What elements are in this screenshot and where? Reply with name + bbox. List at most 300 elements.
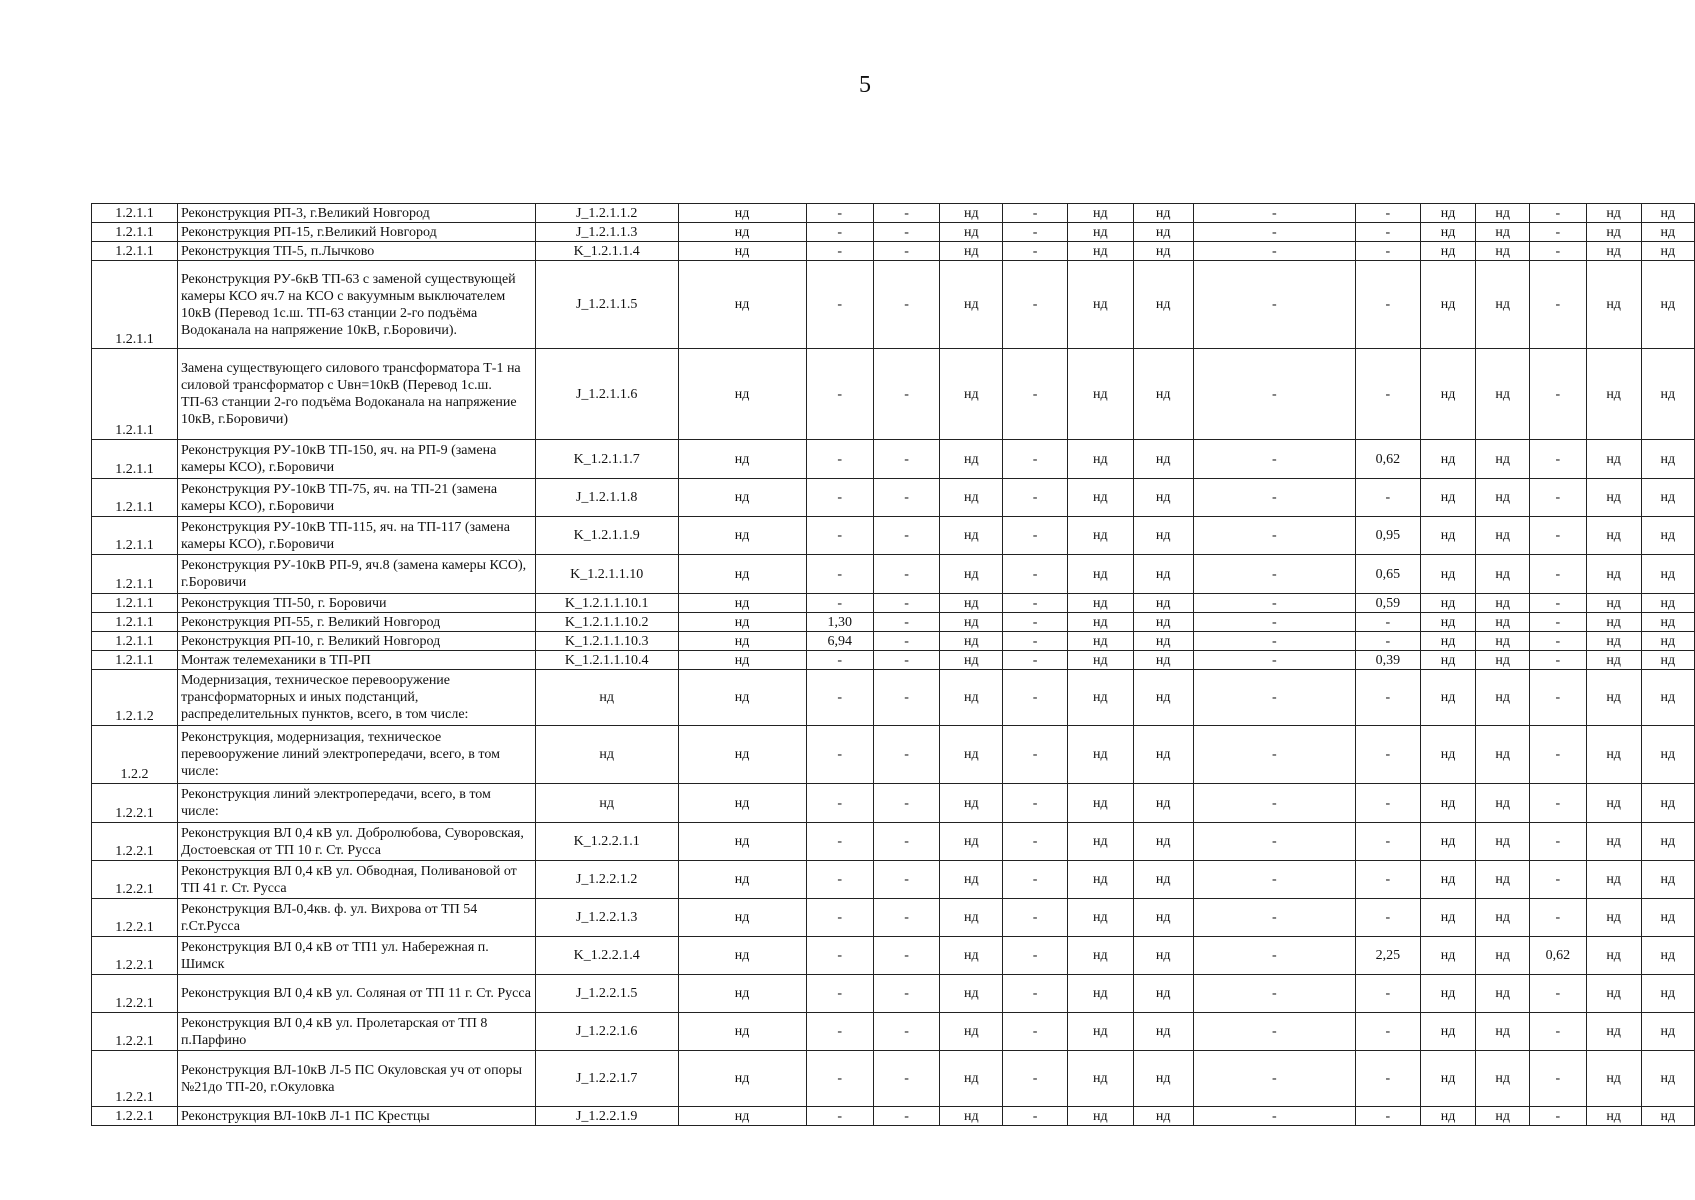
item-name-cell: Реконструкция РУ-10кВ РП-9, яч.8 (замена камеры КСО), г.Боровичи — [177, 555, 535, 594]
value-cell-c16: нд — [1641, 349, 1694, 440]
value-cell-c16: нд — [1641, 517, 1694, 555]
item-code-cell: нд — [535, 726, 678, 784]
item-name-cell: Реконструкция ВЛ 0,4 кВ от ТП1 ул. Набережная п. Шимск — [177, 937, 535, 975]
value-cell-c11: - — [1355, 899, 1420, 937]
value-cell-c14: 0,62 — [1530, 937, 1586, 975]
value-cell-c16: нд — [1641, 440, 1694, 479]
value-cell-c5: - — [873, 479, 940, 517]
value-cell-c12: нд — [1420, 975, 1475, 1013]
item-number-cell: 1.2.1.1 — [92, 613, 178, 632]
value-cell-c15: нд — [1586, 823, 1641, 861]
value-cell-c5: - — [873, 651, 940, 670]
table-row — [92, 632, 1695, 651]
value-cell-c13: нд — [1476, 242, 1530, 261]
value-cell-c9: нд — [1133, 517, 1193, 555]
item-name-cell: Реконструкция ВЛ 0,4 кВ ул. Обводная, Поливановой от ТП 41 г. Ст. Русса — [177, 861, 535, 899]
value-cell-c12: нд — [1420, 823, 1475, 861]
value-cell-c6: нд — [940, 1107, 1003, 1126]
value-cell-c16: нд — [1641, 899, 1694, 937]
value-cell-c14: - — [1530, 440, 1586, 479]
value-cell-c11: - — [1355, 670, 1420, 726]
value-cell-c10: - — [1193, 479, 1355, 517]
value-cell-c12: нд — [1420, 555, 1475, 594]
value-cell-c10: - — [1193, 223, 1355, 242]
table-body — [92, 204, 1695, 1126]
value-cell-c9: нд — [1133, 861, 1193, 899]
value-cell-c5: - — [873, 594, 940, 613]
value-cell-c8: нд — [1067, 613, 1133, 632]
value-cell-c16: нд — [1641, 1107, 1694, 1126]
table-row — [92, 651, 1695, 670]
item-code-cell: J_1.2.2.1.9 — [535, 1107, 678, 1126]
value-cell-c6: нд — [940, 784, 1003, 823]
value-cell-c11: 0,65 — [1355, 555, 1420, 594]
value-cell-c8: нд — [1067, 517, 1133, 555]
item-code-cell: K_1.2.1.1.4 — [535, 242, 678, 261]
value-cell-c12: нд — [1420, 861, 1475, 899]
item-name-cell: Модернизация, техническое перевооружение трансформаторных и иных подстанций, распределительных пунктов, всего, в том числе: — [177, 670, 535, 726]
value-cell-c13: нд — [1476, 670, 1530, 726]
value-cell-c7: - — [1003, 899, 1068, 937]
item-code-cell: J_1.2.2.1.7 — [535, 1051, 678, 1107]
item-name-cell: Реконструкция линий электропередачи, всего, в том числе: — [177, 784, 535, 823]
investment-table-wrapper — [91, 203, 1695, 1126]
value-cell-c9: нд — [1133, 975, 1193, 1013]
table-row — [92, 726, 1695, 784]
value-cell-c7: - — [1003, 1013, 1068, 1051]
value-cell-c14: - — [1530, 1051, 1586, 1107]
value-cell-c13: нд — [1476, 1013, 1530, 1051]
value-cell-c10: - — [1193, 937, 1355, 975]
value-cell-c3: нд — [678, 651, 806, 670]
value-cell-c9: нд — [1133, 479, 1193, 517]
value-cell-c7: - — [1003, 784, 1068, 823]
value-cell-c15: нд — [1586, 899, 1641, 937]
value-cell-c12: нд — [1420, 726, 1475, 784]
value-cell-c16: нд — [1641, 594, 1694, 613]
value-cell-c8: нд — [1067, 204, 1133, 223]
item-name-cell: Реконструкция ТП-5, п.Лычково — [177, 242, 535, 261]
value-cell-c9: нд — [1133, 899, 1193, 937]
value-cell-c15: нд — [1586, 242, 1641, 261]
value-cell-c9: нд — [1133, 204, 1193, 223]
item-number-cell: 1.2.2.1 — [92, 899, 178, 937]
value-cell-c15: нд — [1586, 670, 1641, 726]
value-cell-c10: - — [1193, 632, 1355, 651]
value-cell-c15: нд — [1586, 975, 1641, 1013]
value-cell-c7: - — [1003, 651, 1068, 670]
item-number-cell: 1.2.1.1 — [92, 632, 178, 651]
value-cell-c11: - — [1355, 1051, 1420, 1107]
item-code-cell: K_1.2.1.1.10 — [535, 555, 678, 594]
value-cell-c7: - — [1003, 204, 1068, 223]
value-cell-c11: - — [1355, 632, 1420, 651]
value-cell-c9: нд — [1133, 223, 1193, 242]
value-cell-c5: - — [873, 223, 940, 242]
value-cell-c4: - — [806, 726, 873, 784]
value-cell-c14: - — [1530, 349, 1586, 440]
item-number-cell: 1.2.1.1 — [92, 479, 178, 517]
value-cell-c12: нд — [1420, 1013, 1475, 1051]
value-cell-c9: нд — [1133, 613, 1193, 632]
value-cell-c12: нд — [1420, 242, 1475, 261]
item-number-cell: 1.2.1.1 — [92, 242, 178, 261]
value-cell-c13: нд — [1476, 440, 1530, 479]
item-name-cell: Реконструкция РУ-10кВ ТП-75, яч. на ТП-21 (замена камеры КСО), г.Боровичи — [177, 479, 535, 517]
value-cell-c5: - — [873, 784, 940, 823]
value-cell-c15: нд — [1586, 349, 1641, 440]
value-cell-c4: - — [806, 899, 873, 937]
value-cell-c5: - — [873, 1051, 940, 1107]
value-cell-c8: нд — [1067, 1013, 1133, 1051]
value-cell-c8: нд — [1067, 899, 1133, 937]
value-cell-c16: нд — [1641, 261, 1694, 349]
table-row — [92, 613, 1695, 632]
value-cell-c3: нд — [678, 555, 806, 594]
item-number-cell: 1.2.2.1 — [92, 1051, 178, 1107]
value-cell-c11: - — [1355, 1013, 1420, 1051]
value-cell-c13: нд — [1476, 349, 1530, 440]
value-cell-c4: 6,94 — [806, 632, 873, 651]
value-cell-c12: нд — [1420, 349, 1475, 440]
item-number-cell: 1.2.1.1 — [92, 223, 178, 242]
value-cell-c4: - — [806, 1013, 873, 1051]
value-cell-c11: 0,62 — [1355, 440, 1420, 479]
value-cell-c14: - — [1530, 670, 1586, 726]
value-cell-c10: - — [1193, 1013, 1355, 1051]
value-cell-c5: - — [873, 975, 940, 1013]
value-cell-c6: нд — [940, 242, 1003, 261]
item-number-cell: 1.2.1.2 — [92, 670, 178, 726]
value-cell-c14: - — [1530, 726, 1586, 784]
item-name-cell: Реконструкция ВЛ-10кВ Л-1 ПС Крестцы — [177, 1107, 535, 1126]
value-cell-c14: - — [1530, 261, 1586, 349]
item-name-cell: Реконструкция РУ-6кВ ТП-63 с заменой существующей камеры КСО яч.7 на КСО с вакуумным выключателем 10кВ (Перевод 1с.ш. ТП-63 станции 2-го подъёма Водоканала на напряжение 10кВ, г.Боровичи). — [177, 261, 535, 349]
value-cell-c10: - — [1193, 861, 1355, 899]
value-cell-c4: - — [806, 975, 873, 1013]
item-number-cell: 1.2.2.1 — [92, 937, 178, 975]
value-cell-c10: - — [1193, 594, 1355, 613]
item-code-cell: J_1.2.1.1.3 — [535, 223, 678, 242]
value-cell-c14: - — [1530, 651, 1586, 670]
value-cell-c16: нд — [1641, 670, 1694, 726]
item-number-cell: 1.2.2.1 — [92, 975, 178, 1013]
value-cell-c9: нд — [1133, 242, 1193, 261]
value-cell-c16: нд — [1641, 479, 1694, 517]
value-cell-c10: - — [1193, 349, 1355, 440]
value-cell-c5: - — [873, 632, 940, 651]
value-cell-c8: нд — [1067, 726, 1133, 784]
value-cell-c14: - — [1530, 899, 1586, 937]
value-cell-c9: нд — [1133, 726, 1193, 784]
table-row — [92, 223, 1695, 242]
value-cell-c7: - — [1003, 1107, 1068, 1126]
value-cell-c8: нд — [1067, 242, 1133, 261]
value-cell-c4: - — [806, 349, 873, 440]
item-number-cell: 1.2.1.1 — [92, 261, 178, 349]
item-name-cell: Реконструкция ВЛ 0,4 кВ ул. Добролюбова, Суворовская, Достоевская от ТП 10 г. Ст. Русса — [177, 823, 535, 861]
item-code-cell: J_1.2.2.1.2 — [535, 861, 678, 899]
value-cell-c14: - — [1530, 1107, 1586, 1126]
value-cell-c4: - — [806, 223, 873, 242]
item-code-cell: нд — [535, 784, 678, 823]
table-row — [92, 479, 1695, 517]
value-cell-c7: - — [1003, 632, 1068, 651]
value-cell-c10: - — [1193, 242, 1355, 261]
value-cell-c13: нд — [1476, 1107, 1530, 1126]
table-row — [92, 861, 1695, 899]
item-name-cell: Реконструкция РП-10, г. Великий Новгород — [177, 632, 535, 651]
value-cell-c5: - — [873, 670, 940, 726]
value-cell-c10: - — [1193, 899, 1355, 937]
value-cell-c10: - — [1193, 517, 1355, 555]
item-code-cell: J_1.2.2.1.5 — [535, 975, 678, 1013]
value-cell-c9: нд — [1133, 1107, 1193, 1126]
item-code-cell: K_1.2.1.1.10.2 — [535, 613, 678, 632]
value-cell-c10: - — [1193, 784, 1355, 823]
value-cell-c14: - — [1530, 823, 1586, 861]
value-cell-c15: нд — [1586, 440, 1641, 479]
value-cell-c13: нд — [1476, 899, 1530, 937]
value-cell-c14: - — [1530, 632, 1586, 651]
value-cell-c11: - — [1355, 349, 1420, 440]
value-cell-c7: - — [1003, 726, 1068, 784]
value-cell-c15: нд — [1586, 1051, 1641, 1107]
table-row — [92, 517, 1695, 555]
value-cell-c16: нд — [1641, 861, 1694, 899]
value-cell-c3: нд — [678, 479, 806, 517]
table-row — [92, 670, 1695, 726]
investment-table — [91, 203, 1695, 1126]
value-cell-c10: - — [1193, 440, 1355, 479]
value-cell-c9: нд — [1133, 1013, 1193, 1051]
value-cell-c12: нд — [1420, 899, 1475, 937]
value-cell-c8: нд — [1067, 823, 1133, 861]
value-cell-c4: - — [806, 242, 873, 261]
item-code-cell: J_1.2.1.1.6 — [535, 349, 678, 440]
item-number-cell: 1.2.1.1 — [92, 517, 178, 555]
value-cell-c3: нд — [678, 937, 806, 975]
value-cell-c13: нд — [1476, 861, 1530, 899]
value-cell-c10: - — [1193, 651, 1355, 670]
value-cell-c9: нд — [1133, 823, 1193, 861]
value-cell-c8: нд — [1067, 555, 1133, 594]
item-code-cell: J_1.2.1.1.2 — [535, 204, 678, 223]
value-cell-c4: - — [806, 670, 873, 726]
value-cell-c10: - — [1193, 204, 1355, 223]
value-cell-c6: нд — [940, 1013, 1003, 1051]
value-cell-c11: - — [1355, 223, 1420, 242]
value-cell-c15: нд — [1586, 784, 1641, 823]
value-cell-c16: нд — [1641, 975, 1694, 1013]
value-cell-c15: нд — [1586, 651, 1641, 670]
value-cell-c11: - — [1355, 479, 1420, 517]
value-cell-c8: нд — [1067, 632, 1133, 651]
value-cell-c13: нд — [1476, 555, 1530, 594]
table-row — [92, 1051, 1695, 1107]
value-cell-c12: нд — [1420, 937, 1475, 975]
value-cell-c11: - — [1355, 613, 1420, 632]
value-cell-c6: нд — [940, 861, 1003, 899]
value-cell-c9: нд — [1133, 651, 1193, 670]
value-cell-c4: - — [806, 937, 873, 975]
item-number-cell: 1.2.1.1 — [92, 204, 178, 223]
value-cell-c5: - — [873, 261, 940, 349]
item-name-cell: Реконструкция ТП-50, г. Боровичи — [177, 594, 535, 613]
value-cell-c14: - — [1530, 479, 1586, 517]
value-cell-c14: - — [1530, 555, 1586, 594]
value-cell-c6: нд — [940, 726, 1003, 784]
value-cell-c3: нд — [678, 823, 806, 861]
value-cell-c11: 0,59 — [1355, 594, 1420, 613]
item-code-cell: K_1.2.1.1.10.1 — [535, 594, 678, 613]
value-cell-c8: нд — [1067, 1107, 1133, 1126]
value-cell-c5: - — [873, 1013, 940, 1051]
value-cell-c4: - — [806, 784, 873, 823]
item-number-cell: 1.2.2.1 — [92, 823, 178, 861]
value-cell-c5: - — [873, 349, 940, 440]
item-number-cell: 1.2.2.1 — [92, 861, 178, 899]
value-cell-c16: нд — [1641, 242, 1694, 261]
value-cell-c12: нд — [1420, 204, 1475, 223]
value-cell-c15: нд — [1586, 261, 1641, 349]
value-cell-c6: нд — [940, 823, 1003, 861]
table-row — [92, 1107, 1695, 1126]
item-name-cell: Реконструкция, модернизация, техническое перевооружение линий электропередачи, всего, в том числе: — [177, 726, 535, 784]
value-cell-c10: - — [1193, 670, 1355, 726]
table-row — [92, 784, 1695, 823]
value-cell-c11: - — [1355, 975, 1420, 1013]
value-cell-c6: нд — [940, 651, 1003, 670]
value-cell-c6: нд — [940, 517, 1003, 555]
value-cell-c13: нд — [1476, 632, 1530, 651]
value-cell-c16: нд — [1641, 613, 1694, 632]
value-cell-c8: нд — [1067, 861, 1133, 899]
table-row — [92, 261, 1695, 349]
value-cell-c12: нд — [1420, 440, 1475, 479]
item-code-cell: K_1.2.1.1.9 — [535, 517, 678, 555]
value-cell-c7: - — [1003, 594, 1068, 613]
value-cell-c13: нд — [1476, 223, 1530, 242]
value-cell-c7: - — [1003, 975, 1068, 1013]
value-cell-c11: 0,39 — [1355, 651, 1420, 670]
value-cell-c15: нд — [1586, 517, 1641, 555]
value-cell-c3: нд — [678, 670, 806, 726]
value-cell-c12: нд — [1420, 651, 1475, 670]
value-cell-c12: нд — [1420, 784, 1475, 823]
value-cell-c16: нд — [1641, 223, 1694, 242]
value-cell-c6: нд — [940, 479, 1003, 517]
value-cell-c13: нд — [1476, 823, 1530, 861]
item-code-cell: нд — [535, 670, 678, 726]
value-cell-c3: нд — [678, 223, 806, 242]
value-cell-c13: нд — [1476, 975, 1530, 1013]
table-row — [92, 823, 1695, 861]
value-cell-c4: - — [806, 651, 873, 670]
value-cell-c12: нд — [1420, 594, 1475, 613]
value-cell-c7: - — [1003, 861, 1068, 899]
value-cell-c4: - — [806, 1107, 873, 1126]
value-cell-c3: нд — [678, 899, 806, 937]
value-cell-c9: нд — [1133, 670, 1193, 726]
value-cell-c4: - — [806, 1051, 873, 1107]
value-cell-c8: нд — [1067, 937, 1133, 975]
item-name-cell: Реконструкция РП-3, г.Великий Новгород — [177, 204, 535, 223]
value-cell-c13: нд — [1476, 726, 1530, 784]
item-name-cell: Монтаж телемеханики в ТП-РП — [177, 651, 535, 670]
item-number-cell: 1.2.1.1 — [92, 349, 178, 440]
value-cell-c14: - — [1530, 784, 1586, 823]
value-cell-c4: - — [806, 440, 873, 479]
value-cell-c14: - — [1530, 594, 1586, 613]
value-cell-c16: нд — [1641, 651, 1694, 670]
item-code-cell: J_1.2.1.1.8 — [535, 479, 678, 517]
value-cell-c4: - — [806, 517, 873, 555]
value-cell-c8: нд — [1067, 670, 1133, 726]
value-cell-c6: нд — [940, 223, 1003, 242]
value-cell-c13: нд — [1476, 517, 1530, 555]
value-cell-c8: нд — [1067, 223, 1133, 242]
value-cell-c6: нд — [940, 261, 1003, 349]
value-cell-c7: - — [1003, 670, 1068, 726]
value-cell-c15: нд — [1586, 1013, 1641, 1051]
item-name-cell: Реконструкция РУ-10кВ ТП-115, яч. на ТП-117 (замена камеры КСО), г.Боровичи — [177, 517, 535, 555]
item-name-cell: Реконструкция РП-15, г.Великий Новгород — [177, 223, 535, 242]
value-cell-c15: нд — [1586, 594, 1641, 613]
value-cell-c12: нд — [1420, 479, 1475, 517]
value-cell-c13: нд — [1476, 261, 1530, 349]
value-cell-c13: нд — [1476, 1051, 1530, 1107]
value-cell-c13: нд — [1476, 594, 1530, 613]
item-name-cell: Замена существующего силового трансформатора Т-1 на силовой трансформатор с Uвн=10кВ (Перевод 1с.ш. ТП-63 станции 2-го подъёма Водоканала на напряжение 10кВ, г.Боровичи) — [177, 349, 535, 440]
item-code-cell: K_1.2.2.1.4 — [535, 937, 678, 975]
value-cell-c11: - — [1355, 242, 1420, 261]
value-cell-c4: - — [806, 861, 873, 899]
value-cell-c7: - — [1003, 349, 1068, 440]
value-cell-c10: - — [1193, 823, 1355, 861]
item-code-cell: K_1.2.1.1.7 — [535, 440, 678, 479]
value-cell-c10: - — [1193, 261, 1355, 349]
value-cell-c3: нд — [678, 204, 806, 223]
table-row — [92, 937, 1695, 975]
value-cell-c9: нд — [1133, 632, 1193, 651]
value-cell-c6: нд — [940, 670, 1003, 726]
item-name-cell: Реконструкция РП-55, г. Великий Новгород — [177, 613, 535, 632]
item-code-cell: J_1.2.2.1.6 — [535, 1013, 678, 1051]
value-cell-c3: нд — [678, 1051, 806, 1107]
value-cell-c3: нд — [678, 1107, 806, 1126]
item-code-cell: K_1.2.1.1.10.4 — [535, 651, 678, 670]
value-cell-c6: нд — [940, 349, 1003, 440]
value-cell-c10: - — [1193, 975, 1355, 1013]
item-code-cell: J_1.2.2.1.3 — [535, 899, 678, 937]
table-row — [92, 975, 1695, 1013]
value-cell-c3: нд — [678, 861, 806, 899]
value-cell-c11: 0,95 — [1355, 517, 1420, 555]
value-cell-c11: - — [1355, 861, 1420, 899]
value-cell-c5: - — [873, 937, 940, 975]
table-row — [92, 440, 1695, 479]
value-cell-c11: 2,25 — [1355, 937, 1420, 975]
value-cell-c4: - — [806, 594, 873, 613]
value-cell-c13: нд — [1476, 651, 1530, 670]
value-cell-c5: - — [873, 613, 940, 632]
item-code-cell: K_1.2.1.1.10.3 — [535, 632, 678, 651]
value-cell-c6: нд — [940, 1051, 1003, 1107]
value-cell-c15: нд — [1586, 479, 1641, 517]
value-cell-c11: - — [1355, 1107, 1420, 1126]
value-cell-c3: нд — [678, 242, 806, 261]
